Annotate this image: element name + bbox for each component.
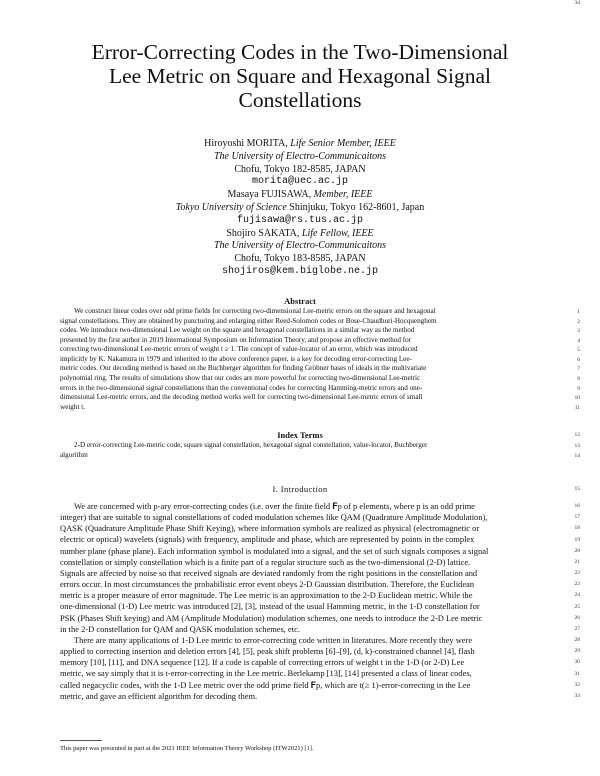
index-terms-heading: Index Terms xyxy=(277,430,323,440)
text-line: electric or optical) wavelets (signals) with frequency, amplitude and phase, which are represented by points in the complex xyxy=(60,534,475,545)
title-line: Error-Correcting Codes in the Two-Dimensional xyxy=(91,40,509,64)
line-number: 2 xyxy=(577,318,580,325)
author-email: fujisawa@rs.tus.ac.jp xyxy=(236,214,364,226)
text-line: correcting two-dimensional Lee-metric errors of weight t ≥ 1. The concept of value-locator of an error, which was introduced xyxy=(60,345,418,354)
line-number: 27 xyxy=(574,625,580,632)
text-line: metric codes. Our decoding method is based on the Buchberger algorithm for finding Gröbner bases of ideals in the multivariate xyxy=(60,364,427,373)
line-number: 7 xyxy=(577,366,580,373)
text-line: weight t. xyxy=(60,402,85,411)
line-number: 28 xyxy=(574,637,580,644)
text-line: memory [10], [11], and DNA sequence [12]. If a code is capable of correcting errors of weight t in the 1-D (or 2-D) Lee xyxy=(60,657,465,668)
line-number: 14 xyxy=(574,452,580,459)
line-number: 25 xyxy=(574,603,580,610)
footnote-rule xyxy=(60,740,102,741)
line-number: 15 xyxy=(574,486,580,492)
text-line: 2-D error-correcting Lee-metric code, square signal constellation, hexagonal signal constellation, value-locator, Buchberger xyxy=(74,441,428,449)
section-heading-introduction: I. Introduction xyxy=(272,484,328,494)
line-number: 18 xyxy=(574,525,580,532)
text-line: codes. We introduce two-dimensional Lee weight on the square and hexagonal constellations in a similar way as the method xyxy=(60,326,415,335)
text-line: metric, we say simply that it is t-error-correcting in the Lee metric. Berlekamp [13], [14] presented a class of linear codes, xyxy=(60,668,472,679)
line-number: 29 xyxy=(574,648,580,655)
text-line: called negacyclic codes, with the 1-D Lee metric over the odd prime field 𝐅p, which are t(≥ 1)-error-correcting in the Lee xyxy=(60,679,471,690)
line-number: 33 xyxy=(574,692,580,699)
line-number: 5 xyxy=(577,347,580,354)
paper-title xyxy=(40,40,560,112)
line-number: 11 xyxy=(574,404,580,411)
author-name-line: Masaya FUJISAWA, Member, IEEE xyxy=(227,189,373,201)
line-number: 12 xyxy=(574,432,580,438)
text-line: one-dimensional (1-D) Lee metric was introduced [2], [3], instead of the usual Hamming metric, in the 1-D constellation for xyxy=(60,601,480,612)
line-number: 23 xyxy=(574,581,580,588)
line-number: 26 xyxy=(574,614,580,621)
line-number: 21 xyxy=(574,558,580,565)
author-name-line: Hiroyoshi MORITA, Life Senior Member, IEEE xyxy=(204,138,396,149)
abstract-body xyxy=(60,307,536,412)
author-email: shojiros@kem.biglobe.ne.jp xyxy=(221,265,379,277)
line-number: 24 xyxy=(574,592,580,599)
line-number: 16 xyxy=(574,503,580,509)
author-address: Tokyo University of Science Shinjuku, Tokyo 162-8601, Japan xyxy=(175,201,425,213)
introduction-body xyxy=(60,501,540,702)
line-number: 13 xyxy=(574,443,580,449)
title-line: Constellations xyxy=(238,88,362,112)
line-number: 3 xyxy=(577,328,580,335)
text-line: Signals are affected by noise so that received signals are deviated randomly from the right positions in the constellation and xyxy=(60,567,478,578)
text-line: There are many applications of 1-D Lee metric to error-correcting code written in literatures. More recently they were xyxy=(74,634,473,645)
line-number: 32 xyxy=(574,681,580,688)
text-line: metric is a proper measure of error magnitude. The Lee metric is an approximation to the 2-D Euclidean metric. While the xyxy=(60,590,473,601)
line-number: 19 xyxy=(574,536,580,543)
text-line: We construct linear codes over odd prime fields for correcting two-dimensional Lee-metric errors on the square and hexagonal xyxy=(74,307,436,315)
text-line: signal constellations. They are obtained by puncturing and enlarging either Reed-Solomon codes or Bose-Chaudhuri-Hocquenghem xyxy=(60,316,437,325)
abstract-heading: Abstract xyxy=(284,296,316,306)
text-line: constellation or simply constellation which is a finite part of a regular structure such as the two-dimensional (2-D) lattice. xyxy=(60,556,471,567)
text-line: polynomial ring. The results of simulations show that our codes are more powerful for correcting two-dimensional Lee-metric xyxy=(60,374,421,383)
line-number: 30 xyxy=(574,659,580,666)
text-line: errors occur. In most circumstances the probabilistic error event obeys 2-D Gaussian distribution. Therefore, the Euclidean xyxy=(60,579,475,590)
author-affiliation: The University of Electro-Communicaitons xyxy=(213,240,387,252)
line-number: 8 xyxy=(577,376,580,383)
text-line: errors in the two-dimensional signal constellations than the conventional codes for correcting Hamming-metric errors and one- xyxy=(60,383,423,392)
author-block xyxy=(60,138,540,279)
text-line: PSK (Phases Shift keying) and AM (Amplitude Modulation) modulation schemes, one needs to introduce the 2-D Lee metric xyxy=(60,612,483,623)
author-name-line: Shojiro SAKATA, Life Fellow, IEEE xyxy=(226,227,374,239)
text-line: QASK (Quadrature Amplitude Phase Shift Keying), where information symbols are realized as physical (electromagnetic or xyxy=(60,523,480,534)
text-line: algorithm xyxy=(60,450,88,459)
author-address: Chofu, Tokyo 182-8585, JAPAN xyxy=(234,163,366,175)
text-line: presented by the first author in 2019 International Symposium on Information Theory, and propose an effective method for xyxy=(60,335,412,344)
author-email: morita@uec.ac.jp xyxy=(251,176,348,188)
text-line: applied to correcting insertion and deletion errors [4], [5], peak shift problems [6]–[9], (d, k)-constrained channel [4], flash xyxy=(60,646,475,657)
line-number: 20 xyxy=(574,547,580,554)
line-number: 9 xyxy=(577,385,580,392)
line-number: 22 xyxy=(574,570,580,577)
title-line: Lee Metric on Square and Hexagonal Signal xyxy=(108,64,492,88)
text-line: in the 2-D constellation for QAM and QASK modulation schemes, etc. xyxy=(60,623,300,634)
footnote: This paper was presented in part at the 2021 IEEE Information Theory Workshop (ITW2021) [1]. xyxy=(60,745,314,752)
text-line: dimensional Lee-metric errors, and the decoding method works well for correcting two-dimensional Lee-metric errors of small xyxy=(60,393,423,402)
line-number: 17 xyxy=(574,514,580,521)
text-line: implicitly by K. Nakamura in 1979 and inherited to the above conference paper, is a key for decoding error-correcting Lee- xyxy=(60,354,412,363)
line-number: 1 xyxy=(577,309,580,315)
line-number: 34 xyxy=(574,0,580,6)
line-number: 4 xyxy=(577,337,580,344)
text-line: We are concerned with p-ary error-correcting codes (i.e. over the finite field 𝐅p of p elements, where p is an odd prime xyxy=(74,501,475,511)
text-line: integer) that are suitable to signal constellations of coded modulation schemes like QAM (Quadrature Amplitude Modulation), xyxy=(60,512,488,523)
index-terms-body xyxy=(60,441,536,460)
text-line: metric, and gave an efficient algorithm for decoding them. xyxy=(60,690,258,701)
line-number: 6 xyxy=(577,356,580,363)
line-number: 10 xyxy=(574,395,580,402)
text-line: number plane (phase plane). Each information symbol is modulated into a signal, and the set of such signals composes a signal xyxy=(60,545,489,556)
author-address: Chofu, Tokyo 183-8585, JAPAN xyxy=(234,253,366,265)
author-affiliation: The University of Electro-Communicaitons xyxy=(213,150,387,162)
line-number: 31 xyxy=(574,670,580,677)
